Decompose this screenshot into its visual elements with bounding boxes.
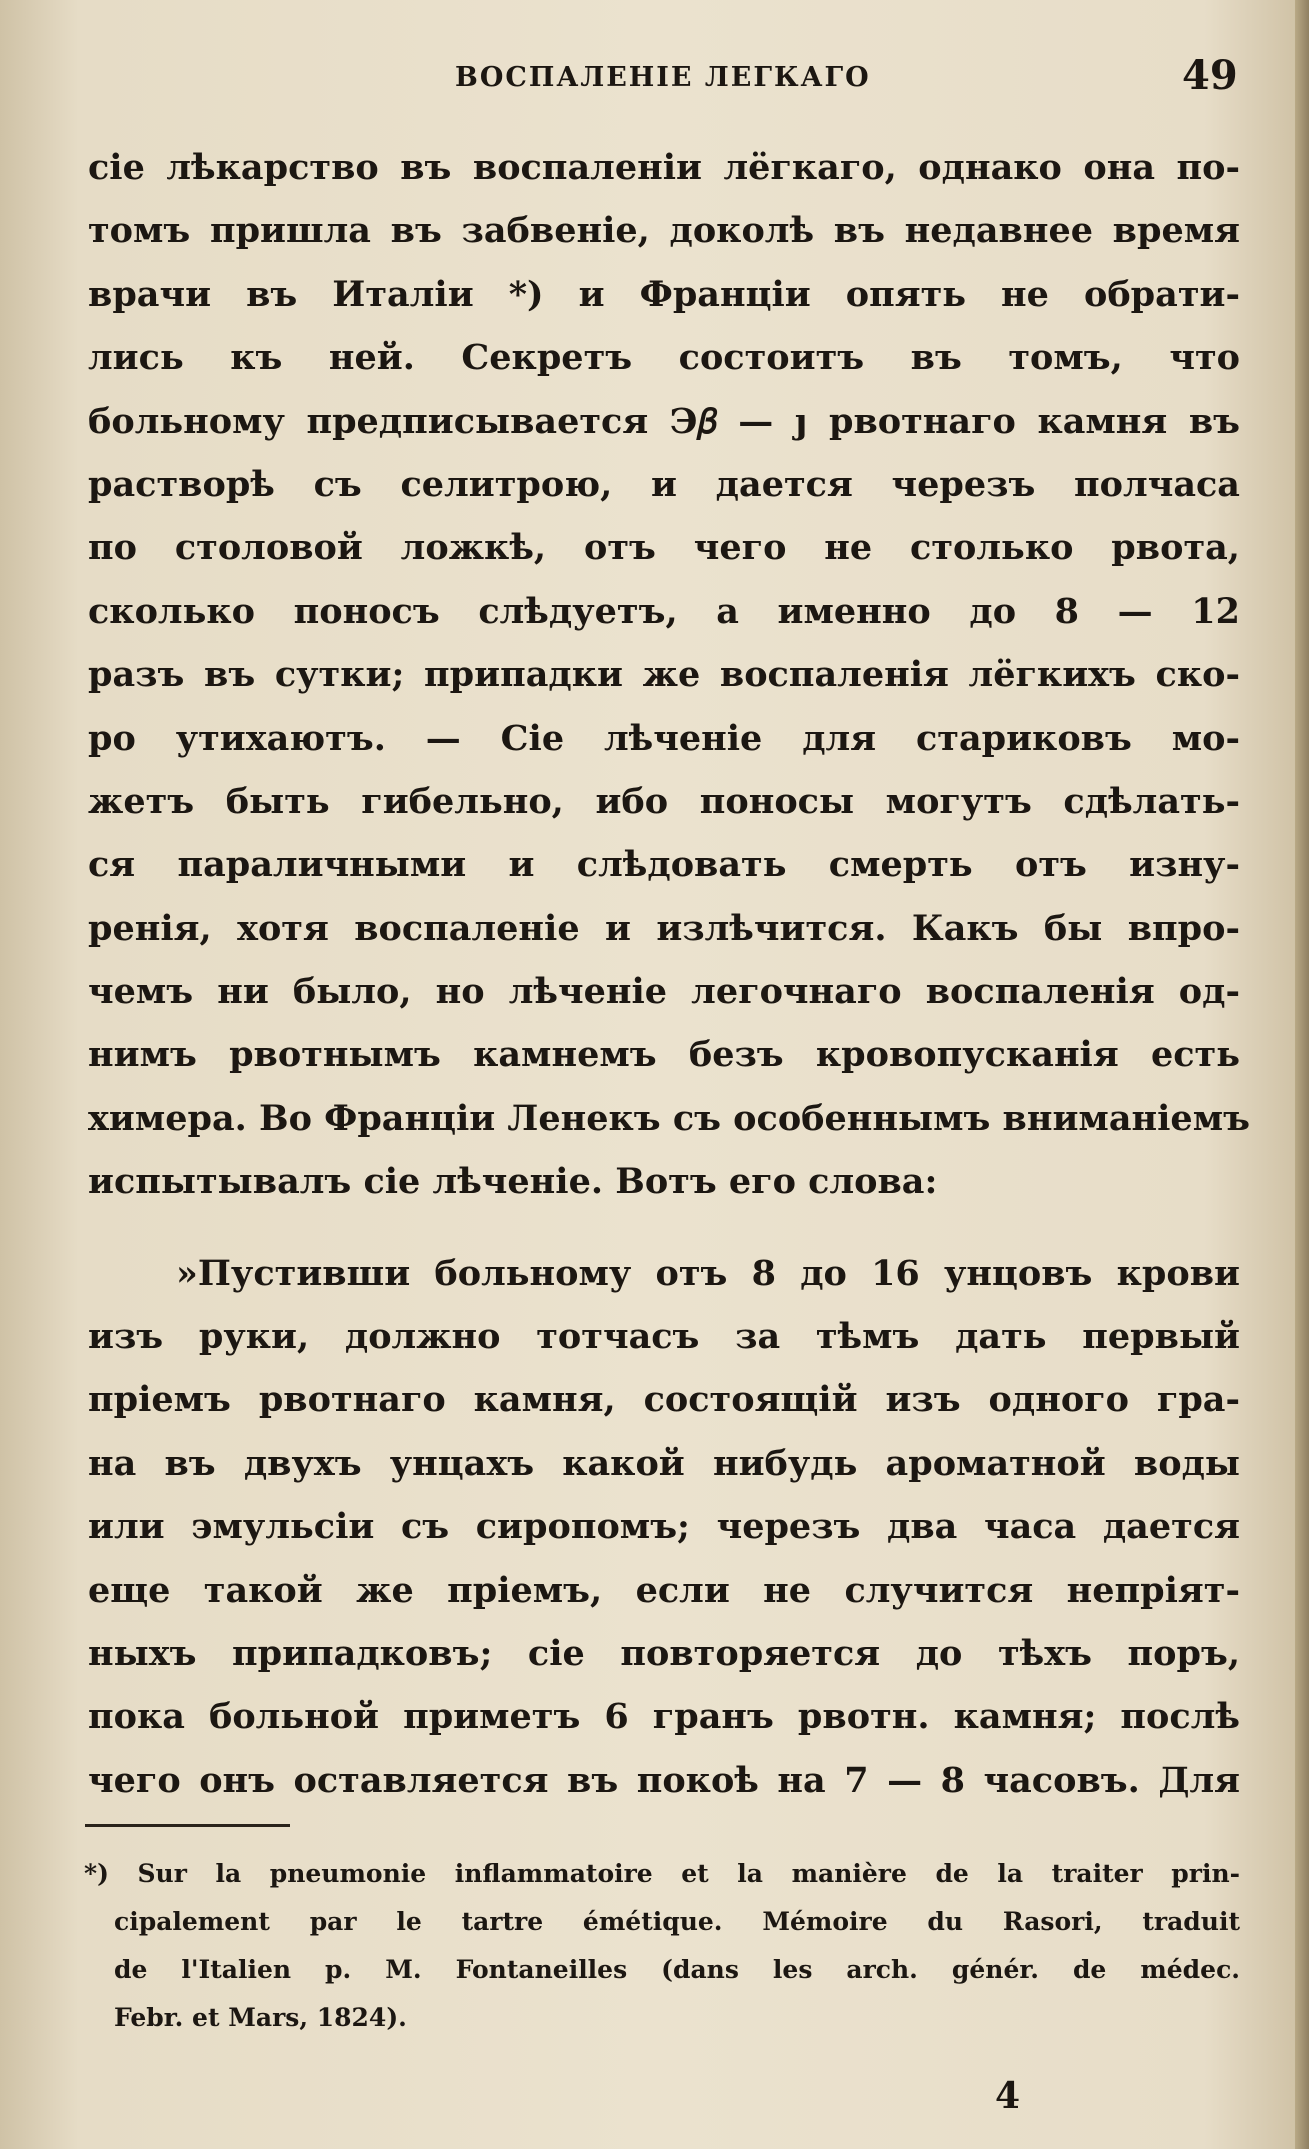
text-line: ся параличными и слѣдовать смерть отъ изну- — [88, 844, 1240, 886]
footnote-line: cipalement par le tartre émétique. Mémoire du Rasori, traduit — [114, 1907, 1240, 1936]
text-line: сіе лѣкарство въ воспаленіи лёгкаго, однако она по- — [88, 147, 1240, 188]
text-line: врачи въ Италіи *) и Франціи опять не обрати- — [88, 273, 1240, 315]
footnote-rule — [85, 1824, 290, 1827]
text-line: изъ руки, должно тотчасъ за тѣмъ дать первый — [88, 1316, 1240, 1358]
footnote-line: *) Sur la pneumonie inflammatoire et la manière de la traiter prin- — [84, 1859, 1240, 1888]
text-line: испытывалъ сіе лѣченіе. Вотъ его слова: — [88, 1161, 938, 1203]
page-edge — [1295, 0, 1309, 2149]
text-line: по столовой ложкѣ, отъ чего не столько рвота, — [88, 527, 1240, 569]
text-line: ныхъ припадковъ; сіе повторяется до тѣхъ поръ, — [88, 1632, 1240, 1674]
text-line: ренія, хотя воспаленіе и излѣчится. Какъ бы впро- — [88, 907, 1240, 949]
text-line: чемъ ни было, но лѣченіе легочнаго воспаленія од- — [88, 971, 1240, 1013]
text-line: »Пустивши больному отъ 8 до 16 унцовъ крови — [176, 1252, 1240, 1294]
text-line: сколько поносъ слѣдуетъ, а именно до 8 — 12 — [88, 590, 1240, 632]
footnote-line: de l'Italien p. M. Fontaneilles (dans les arch. génér. de médec. — [114, 1955, 1240, 1984]
text-line: или эмульсіи съ сиропомъ; черезъ два часа дается — [88, 1506, 1240, 1548]
text-line: на въ двухъ унцахъ какой нибудь ароматной воды — [88, 1442, 1240, 1484]
text-line: пріемъ рвотнаго камня, состоящій изъ одного гра- — [88, 1379, 1240, 1421]
text-line: пока больной приметъ 6 гранъ рвотн. камня; послѣ — [88, 1696, 1240, 1738]
paragraph-gap — [88, 1214, 1240, 1242]
text-line: разъ въ сутки; припадки же воспаленія лёгкихъ ско- — [88, 654, 1240, 696]
text-line: химера. Во Франціи Ленекъ съ особеннымъ вниманіемъ — [88, 1097, 1250, 1139]
text-line: томъ пришла въ забвеніе, доколѣ въ недавнее время — [88, 210, 1240, 252]
text-line: жетъ быть гибельно, ибо поносы могутъ сдѣлать- — [88, 780, 1240, 822]
body-text — [88, 136, 1250, 1812]
page-number: 49 — [1182, 52, 1238, 99]
text-line: чего онъ оставляется въ покоѣ на 7 — 8 часовъ. Для — [88, 1759, 1240, 1801]
text-line: ро утихаютъ. — Сіе лѣченіе для стариковъ мо- — [88, 717, 1240, 759]
text-line: еще такой же пріемъ, если не случится непріят- — [88, 1569, 1240, 1611]
footnote — [84, 1850, 1240, 2042]
footnote-line: Febr. et Mars, 1824). — [114, 2003, 407, 2032]
signature-mark: 4 — [995, 2075, 1021, 2117]
running-title: ВОСПАЛЕНІЕ ЛЕГКАГО — [455, 62, 871, 93]
text-line: растворѣ съ селитрою, и дается черезъ полчаса — [88, 463, 1240, 505]
text-line: лись къ ней. Секретъ состоитъ въ томъ, что — [88, 337, 1240, 379]
text-line: нимъ рвотнымъ камнемъ безъ кровопусканія есть — [88, 1034, 1240, 1076]
text-line: больному предписывается Э𝛽 — ȷ рвотнаго камня въ — [88, 400, 1240, 442]
